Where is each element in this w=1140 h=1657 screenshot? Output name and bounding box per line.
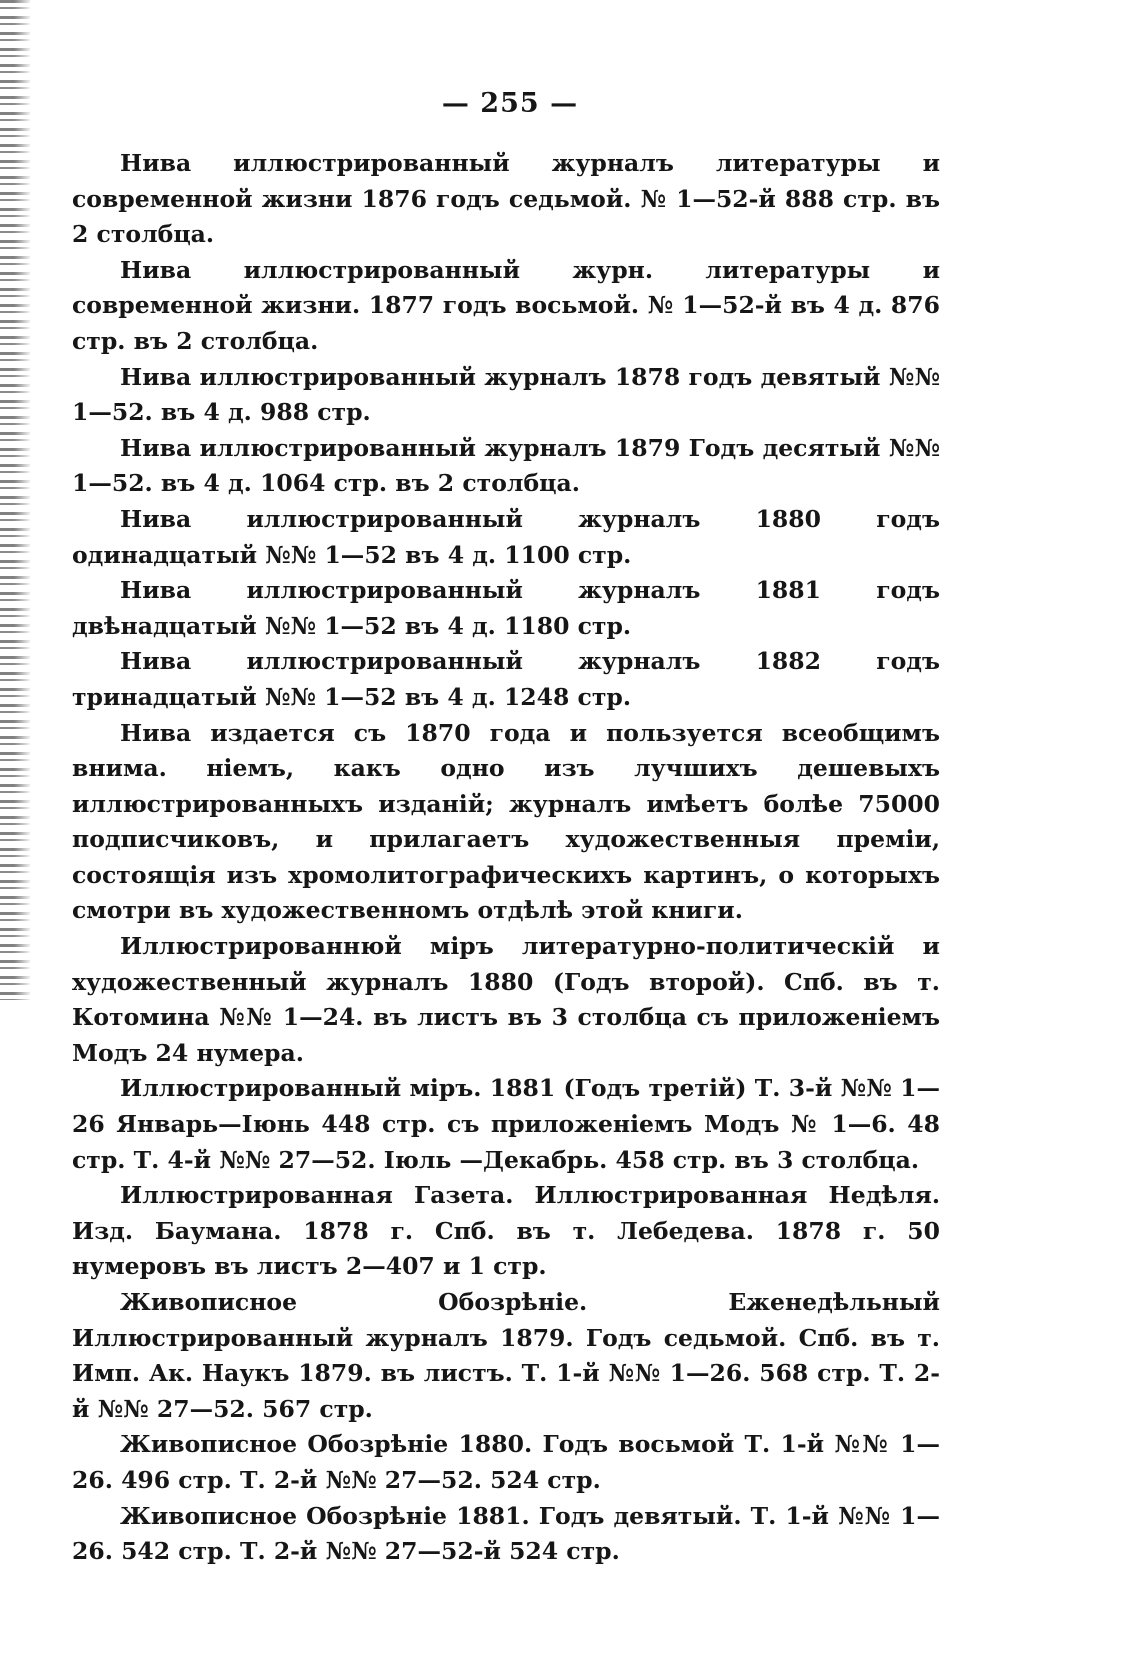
catalog-text [72,146,940,1570]
entry-title: Нива [120,504,192,533]
catalog-entry [72,573,940,644]
entry-description: иллюстрированный журналъ литературы и современной жизни 1876 годъ седьмой. № 1—52-й 888 стр. въ 2 столбца. [72,149,940,249]
catalog-entry [72,1499,940,1570]
catalog-entry [72,146,940,253]
entry-description: 1881 (Годъ третій) Т. 3-й №№ 1—26 Январь—Іюнь 448 стр. съ приложеніемъ Модъ № 1—6. 48 стр. Т. 4-й №№ 27—52. Іюль —Декабрь. 458 стр. въ 3 столбца. [72,1074,940,1174]
catalog-entry [72,502,940,573]
entry-description: Обозрѣніе 1880. Годъ восьмой Т. 1-й №№ 1—26. 496 стр. Т. 2-й №№ 27—52. 524 стр. [72,1430,940,1494]
entry-description: иллюстрированный журналъ 1881 годъ двѣнадцатый №№ 1—52 въ 4 д. 1180 стр. [72,576,940,640]
entry-description: иллюстрированный журналъ 1879 Годъ десятый №№ 1—52. въ 4 д. 1064 стр. въ 2 столбца. [72,433,940,498]
entry-description: литературно-политическій и художественный журналъ 1880 (Годъ второй). Спб. въ т. Котомина №№ 1—24. въ листъ въ 3 столбца съ приложеніемъ Модъ 24 нумера. [72,932,940,1067]
entry-title: Иллюстрированная [120,1181,393,1210]
catalog-entry [72,929,940,1071]
entry-description: Нива издается съ 1870 года и пользуется всеобщимъ внима. ніемъ, какъ одно изъ лучшихъ дешевыхъ иллюстрированныхъ изданій; журналъ имѣетъ болѣе 75000 подписчиковъ, и прилагаетъ художественныя преміи, состоящія изъ хромолитографическихъ картинъ, о которыхъ смотри въ художественномъ отдѣлѣ этой книги. [72,718,940,925]
catalog-entry [72,1071,940,1178]
catalog-entry [72,644,940,715]
entry-title: Нива [120,362,192,391]
entry-title: Живописное [120,1288,298,1316]
entry-title: Нива [120,576,192,605]
entry-description: иллюстрированный журн. литературы и современной жизни. 1877 годъ восьмой. № 1—52-й въ 4 д. 876 стр. въ 2 столбца. [72,255,940,355]
entry-description: Обозрѣніе 1881. Годъ девятый. Т. 1-й №№ 1—26. 542 стр. Т. 2-й №№ 27—52-й 524 стр. [72,1501,940,1566]
entry-title: Нива [120,647,192,676]
entry-title: Нива [120,433,192,462]
entry-description: иллюстрированный журналъ 1882 годъ тринадцатый №№ 1—52 въ 4 д. 1248 стр. [72,647,940,711]
catalog-entry [72,1427,940,1498]
entry-title: Живописное [120,1430,298,1459]
scan-edge-fade [14,0,32,1000]
catalog-note [72,716,940,930]
entry-description: иллюстрированный журналъ 1878 годъ девятый №№ 1—52. въ 4 д. 988 стр. [72,362,940,427]
entry-title: Нива [120,255,192,284]
entry-description: Обозрѣніе. Еженедѣльный Иллюстрированный журналъ 1879. Годъ седьмой. Спб. въ т. Имп. Ак. Наукъ 1879. въ листъ. Т. 1-й №№ 1—26. 568 стр. Т. 2-й №№ 27—52. 567 стр. [72,1288,940,1423]
catalog-entry [72,1178,940,1285]
page-number: — 255 — [441,88,579,119]
entry-title: Иллюстрированнюй міръ [120,932,494,961]
catalog-entry [72,431,940,502]
entry-title: Иллюстрированный міръ. [120,1074,482,1103]
catalog-entry [72,1285,940,1427]
entry-title: Живописное [120,1501,298,1530]
entry-title: Нива [120,149,192,177]
entry-description: Газета. Иллюстрированная Недѣля. Изд. Баумана. 1878 г. Спб. въ т. Лебедева. 1878 г. 50 нумеровъ въ листъ 2—407 и 1 стр. [72,1181,940,1281]
catalog-entry [72,253,940,360]
catalog-entry [72,360,940,431]
entry-description: иллюстрированный журналъ 1880 годъ одинадцатый №№ 1—52 въ 4 д. 1100 стр. [72,504,940,569]
